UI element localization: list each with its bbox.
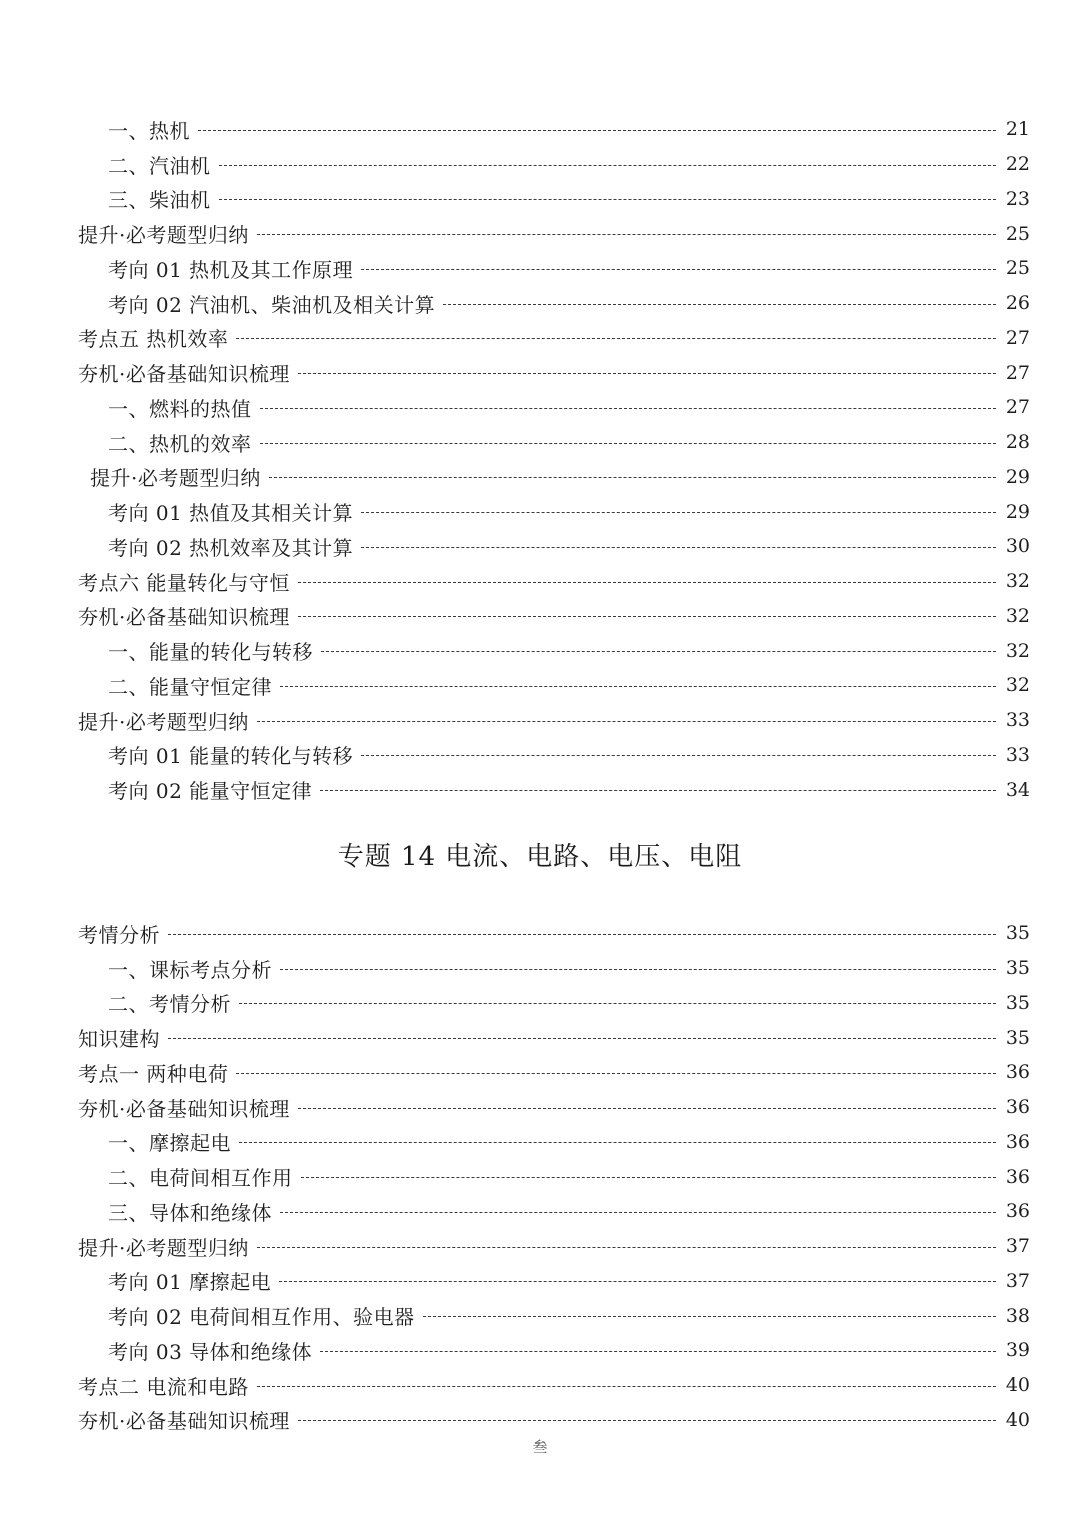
toc-entry[interactable] bbox=[78, 1159, 1030, 1194]
toc-entry[interactable] bbox=[78, 1020, 1030, 1055]
dot-leader bbox=[361, 547, 996, 548]
toc-entry-page-number: 32 bbox=[1005, 570, 1030, 593]
toc-entry-page-number: 27 bbox=[1005, 326, 1030, 349]
dot-leader bbox=[443, 304, 996, 305]
dot-leader bbox=[280, 686, 996, 687]
toc-entry-label: 考向 01 摩擦起电 bbox=[108, 1270, 272, 1295]
dot-leader bbox=[280, 969, 996, 970]
toc-entry-page-number: 37 bbox=[1005, 1235, 1030, 1258]
toc-entry-page-number: 25 bbox=[1005, 222, 1030, 245]
toc-entry-label: 考向 03 导体和绝缘体 bbox=[108, 1339, 313, 1364]
dot-leader bbox=[298, 582, 996, 583]
toc-section-continued bbox=[78, 112, 1030, 807]
dot-leader bbox=[279, 1281, 996, 1282]
toc-entry[interactable] bbox=[78, 529, 1030, 564]
toc-entry[interactable] bbox=[78, 1403, 1030, 1438]
toc-entry-label: 二、电荷间相互作用 bbox=[108, 1166, 293, 1191]
toc-entry-label: 提升·必考题型归纳 bbox=[90, 466, 261, 491]
toc-entry-label: 二、热机的效率 bbox=[108, 431, 252, 456]
toc-entry-page-number: 29 bbox=[1005, 500, 1030, 523]
toc-entry-label: 考向 02 热机效率及其计算 bbox=[108, 535, 354, 560]
toc-entry[interactable] bbox=[78, 986, 1030, 1021]
toc-entry-label: 知识建构 bbox=[78, 1027, 160, 1052]
toc-entry-label: 二、考情分析 bbox=[108, 992, 231, 1017]
toc-entry-label: 三、导体和绝缘体 bbox=[108, 1200, 272, 1225]
toc-entry[interactable] bbox=[78, 668, 1030, 703]
dot-leader bbox=[298, 616, 996, 617]
toc-entry-page-number: 32 bbox=[1005, 604, 1030, 627]
toc-entry[interactable] bbox=[78, 1194, 1030, 1229]
toc-entry-page-number: 27 bbox=[1005, 396, 1030, 419]
dot-leader bbox=[168, 1038, 996, 1039]
toc-entry-page-number: 25 bbox=[1005, 257, 1030, 280]
dot-leader bbox=[236, 1073, 996, 1074]
toc-entry-page-number: 29 bbox=[1005, 465, 1030, 488]
toc-entry-page-number: 30 bbox=[1005, 535, 1030, 558]
toc-entry[interactable] bbox=[78, 286, 1030, 321]
toc-entry[interactable] bbox=[78, 460, 1030, 495]
toc-entry-page-number: 23 bbox=[1005, 187, 1030, 210]
toc-entry-label: 提升·必考题型归纳 bbox=[78, 709, 249, 734]
toc-entry-label: 夯机·必备基础知识梳理 bbox=[78, 362, 290, 387]
toc-entry-page-number: 35 bbox=[1005, 957, 1030, 980]
toc-section-chapter-14 bbox=[78, 916, 1030, 1437]
dot-leader bbox=[423, 1316, 996, 1317]
dot-leader bbox=[361, 755, 996, 756]
toc-entry-page-number: 36 bbox=[1005, 1130, 1030, 1153]
toc-entry-page-number: 26 bbox=[1005, 292, 1030, 315]
toc-entry-label: 三、柴油机 bbox=[108, 188, 211, 213]
toc-entry[interactable] bbox=[78, 1229, 1030, 1264]
toc-entry[interactable] bbox=[78, 494, 1030, 529]
dot-leader bbox=[361, 269, 996, 270]
toc-entry-label: 一、摩擦起电 bbox=[108, 1131, 231, 1156]
page-number-footer: 叁 bbox=[532, 1438, 548, 1456]
dot-leader bbox=[298, 1420, 996, 1421]
toc-entry-page-number: 35 bbox=[1005, 1026, 1030, 1049]
toc-entry[interactable] bbox=[78, 112, 1030, 147]
toc-entry-label: 一、热机 bbox=[108, 118, 190, 143]
dot-leader bbox=[257, 721, 996, 722]
toc-entry-page-number: 38 bbox=[1005, 1304, 1030, 1327]
toc-entry-page-number: 36 bbox=[1005, 1061, 1030, 1084]
toc-entry-label: 考点五 热机效率 bbox=[78, 327, 229, 352]
toc-entry[interactable] bbox=[78, 1090, 1030, 1125]
toc-entry[interactable] bbox=[78, 1055, 1030, 1090]
toc-entry-page-number: 37 bbox=[1005, 1269, 1030, 1292]
toc-entry-label: 考向 01 能量的转化与转移 bbox=[108, 744, 354, 769]
dot-leader bbox=[257, 234, 996, 235]
toc-entry-page-number: 39 bbox=[1005, 1339, 1030, 1362]
toc-entry-page-number: 35 bbox=[1005, 922, 1030, 945]
toc-entry[interactable] bbox=[78, 1368, 1030, 1403]
toc-entry[interactable] bbox=[78, 1264, 1030, 1299]
dot-leader bbox=[257, 1386, 996, 1387]
toc-entry-label: 考点二 电流和电路 bbox=[78, 1374, 249, 1399]
toc-entry[interactable] bbox=[78, 390, 1030, 425]
toc-entry-label: 夯机·必备基础知识梳理 bbox=[78, 1409, 290, 1434]
toc-entry[interactable] bbox=[78, 1125, 1030, 1160]
dot-leader bbox=[320, 1351, 996, 1352]
dot-leader bbox=[361, 512, 996, 513]
dot-leader bbox=[280, 1212, 996, 1213]
toc-entry[interactable] bbox=[78, 633, 1030, 668]
toc-entry-label: 考点一 两种电荷 bbox=[78, 1061, 229, 1086]
toc-entry[interactable] bbox=[78, 703, 1030, 738]
toc-entry-label: 一、课标考点分析 bbox=[108, 957, 272, 982]
toc-entry-label: 提升·必考题型归纳 bbox=[78, 1235, 249, 1260]
toc-entry[interactable] bbox=[78, 951, 1030, 986]
dot-leader bbox=[301, 1177, 997, 1178]
toc-entry-page-number: 40 bbox=[1005, 1374, 1030, 1397]
dot-leader bbox=[257, 1247, 996, 1248]
toc-entry-page-number: 21 bbox=[1005, 118, 1030, 141]
dot-leader bbox=[236, 338, 996, 339]
toc-entry-page-number: 36 bbox=[1005, 1165, 1030, 1188]
dot-leader bbox=[298, 373, 996, 374]
toc-entry-label: 夯机·必备基础知识梳理 bbox=[78, 605, 290, 630]
dot-leader bbox=[269, 477, 996, 478]
toc-entry[interactable] bbox=[78, 147, 1030, 182]
dot-leader bbox=[298, 1108, 996, 1109]
dot-leader bbox=[320, 790, 996, 791]
toc-entry-page-number: 35 bbox=[1005, 991, 1030, 1014]
toc-entry-page-number: 33 bbox=[1005, 709, 1030, 732]
toc-entry-label: 考向 02 能量守恒定律 bbox=[108, 779, 313, 804]
toc-entry-page-number: 32 bbox=[1005, 674, 1030, 697]
toc-entry-page-number: 32 bbox=[1005, 639, 1030, 662]
toc-entry[interactable] bbox=[78, 772, 1030, 807]
toc-entry-page-number: 33 bbox=[1005, 743, 1030, 766]
toc-entry-label: 一、能量的转化与转移 bbox=[108, 640, 313, 665]
dot-leader bbox=[239, 1003, 996, 1004]
toc-entry[interactable] bbox=[78, 1298, 1030, 1333]
toc-entry[interactable] bbox=[78, 738, 1030, 773]
toc-entry-label: 二、汽油机 bbox=[108, 153, 211, 178]
dot-leader bbox=[321, 651, 996, 652]
toc-entry-label: 考向 01 热值及其相关计算 bbox=[108, 501, 354, 526]
toc-entry-label: 考向 02 电荷间相互作用、验电器 bbox=[108, 1305, 415, 1330]
dot-leader bbox=[168, 934, 996, 935]
toc-entry-page-number: 40 bbox=[1005, 1408, 1030, 1431]
toc-entry[interactable] bbox=[78, 216, 1030, 251]
toc-entry[interactable] bbox=[78, 564, 1030, 599]
toc-entry-label: 考向 02 汽油机、柴油机及相关计算 bbox=[108, 292, 436, 317]
toc-entry-page-number: 27 bbox=[1005, 361, 1030, 384]
dot-leader bbox=[219, 199, 997, 200]
toc-entry[interactable] bbox=[78, 1333, 1030, 1368]
toc-entry-label: 考向 01 热机及其工作原理 bbox=[108, 257, 354, 282]
toc-entry-page-number: 34 bbox=[1005, 778, 1030, 801]
toc-entry[interactable] bbox=[78, 182, 1030, 217]
dot-leader bbox=[198, 130, 996, 131]
toc-entry-label: 夯机·必备基础知识梳理 bbox=[78, 1096, 290, 1121]
toc-entry-label: 考情分析 bbox=[78, 922, 160, 947]
toc-entry[interactable] bbox=[78, 599, 1030, 634]
toc-entry[interactable] bbox=[78, 251, 1030, 286]
toc-entry-page-number: 36 bbox=[1005, 1096, 1030, 1119]
chapter-title: 专题 14 电流、电路、电压、电阻 bbox=[337, 842, 743, 872]
dot-leader bbox=[260, 408, 997, 409]
toc-entry[interactable] bbox=[78, 916, 1030, 951]
toc-entry-page-number: 28 bbox=[1005, 431, 1030, 454]
toc-entry-label: 提升·必考题型归纳 bbox=[78, 223, 249, 248]
toc-entry-page-number: 22 bbox=[1005, 153, 1030, 176]
toc-entry[interactable] bbox=[78, 355, 1030, 390]
toc-entry[interactable] bbox=[78, 321, 1030, 356]
toc-entry-label: 一、燃料的热值 bbox=[108, 396, 252, 421]
toc-entry-label: 考点六 能量转化与守恒 bbox=[78, 570, 290, 595]
dot-leader bbox=[260, 443, 997, 444]
toc-entry-page-number: 36 bbox=[1005, 1200, 1030, 1223]
dot-leader bbox=[239, 1142, 996, 1143]
dot-leader bbox=[219, 165, 997, 166]
toc-entry-label: 二、能量守恒定律 bbox=[108, 674, 272, 699]
toc-entry[interactable] bbox=[78, 425, 1030, 460]
